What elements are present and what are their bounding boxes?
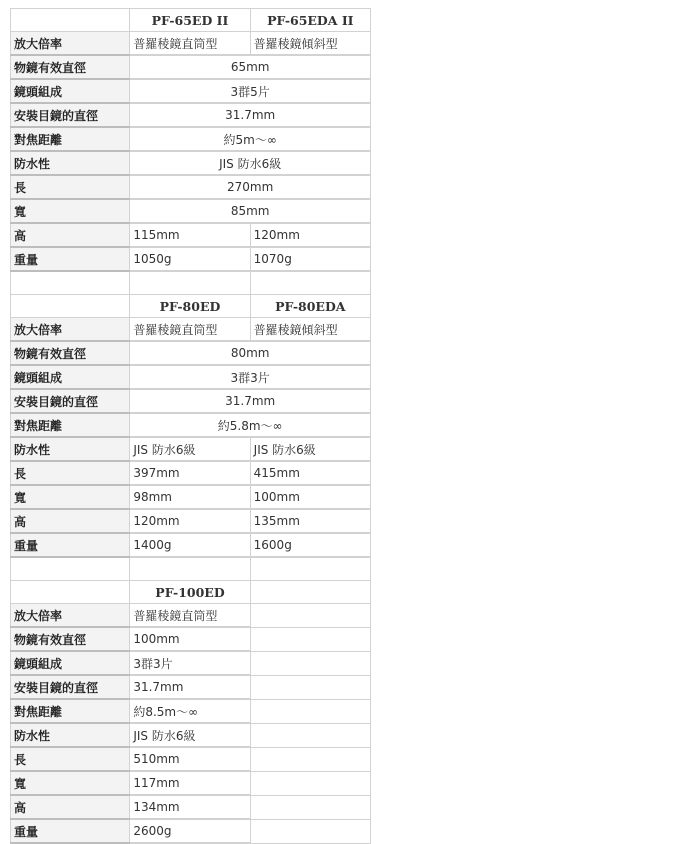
header-blank-cell: [11, 581, 130, 604]
spec-value: 100mm: [130, 627, 250, 651]
spec-label: 防水性: [11, 723, 130, 747]
model-name-header: PF-65EDA II: [250, 9, 370, 32]
spec-label: 安裝目鏡的直徑: [11, 103, 130, 127]
spec-row: [11, 389, 371, 413]
empty-cell: [130, 557, 250, 581]
spec-row: [11, 509, 371, 533]
spec-value-shared: 3群3片: [130, 365, 371, 389]
empty-cell: [250, 723, 370, 747]
spec-label: 高: [11, 223, 130, 247]
spec-label: 對焦距離: [11, 413, 130, 437]
spec-value: 31.7mm: [130, 675, 250, 699]
spec-value-shared: 31.7mm: [130, 389, 371, 413]
spec-row: [11, 151, 371, 175]
spec-value-shared: 65mm: [130, 55, 371, 79]
spec-value: JIS 防水6級: [250, 437, 370, 461]
spec-label: 放大倍率: [11, 32, 130, 56]
spec-row: [11, 55, 371, 79]
spec-row: [11, 675, 371, 699]
spec-value-shared: 3群5片: [130, 79, 371, 103]
spec-label: 長: [11, 461, 130, 485]
spec-label: 寬: [11, 771, 130, 795]
spec-label: 放大倍率: [11, 318, 130, 342]
spec-value: 100mm: [250, 485, 370, 509]
spec-row: [11, 127, 371, 151]
spec-value-shared: 80mm: [130, 341, 371, 365]
spec-label: 寬: [11, 199, 130, 223]
spec-label: 安裝目鏡的直徑: [11, 675, 130, 699]
empty-cell: [250, 699, 370, 723]
spec-value: 普羅稜鏡傾斜型: [250, 318, 370, 342]
spec-label: 長: [11, 175, 130, 199]
spec-row: [11, 485, 371, 509]
spec-value: 120mm: [130, 509, 250, 533]
spec-value: 135mm: [250, 509, 370, 533]
model-header-row: [11, 9, 371, 32]
spec-label: 鏡頭組成: [11, 365, 130, 389]
spec-value: 普羅稜鏡傾斜型: [250, 32, 370, 56]
spec-label: 重量: [11, 533, 130, 557]
spec-row: [11, 341, 371, 365]
spec-row: [11, 461, 371, 485]
spec-value: 115mm: [130, 223, 250, 247]
empty-cell: [250, 651, 370, 675]
spec-label: 放大倍率: [11, 604, 130, 628]
spec-label: 高: [11, 509, 130, 533]
spec-label: 高: [11, 795, 130, 819]
empty-cell: [250, 271, 370, 295]
spec-row: [11, 103, 371, 127]
spec-value: 1400g: [130, 533, 250, 557]
spec-value: 普羅稜鏡直筒型: [130, 32, 250, 56]
spec-row: [11, 437, 371, 461]
spec-row: [11, 604, 371, 628]
spec-value-shared: 約5.8m～∞: [130, 413, 371, 437]
spec-row: [11, 79, 371, 103]
spec-row: [11, 413, 371, 437]
spec-value: 約8.5m～∞: [130, 699, 250, 723]
spec-row: [11, 247, 371, 271]
spec-label: 對焦距離: [11, 699, 130, 723]
spec-label: 物鏡有效直徑: [11, 627, 130, 651]
empty-cell: [250, 795, 370, 819]
spec-value: 1600g: [250, 533, 370, 557]
model-name-header: PF-80ED: [130, 295, 250, 318]
header-blank-cell: [11, 9, 130, 32]
spec-value: JIS 防水6級: [130, 437, 250, 461]
spec-value-shared: 85mm: [130, 199, 371, 223]
model-name-header: PF-100ED: [130, 581, 250, 604]
spec-value-shared: 270mm: [130, 175, 371, 199]
spec-value: 1070g: [250, 247, 370, 271]
spec-label: 安裝目鏡的直徑: [11, 389, 130, 413]
spec-value: 普羅稜鏡直筒型: [130, 318, 250, 342]
spec-value: 117mm: [130, 771, 250, 795]
spec-row: [11, 627, 371, 651]
spec-row: [11, 819, 371, 843]
spec-value: 120mm: [250, 223, 370, 247]
spec-row: [11, 747, 371, 771]
spec-label: 鏡頭組成: [11, 79, 130, 103]
spec-label: 物鏡有效直徑: [11, 341, 130, 365]
spec-row: [11, 32, 371, 56]
spec-label: 長: [11, 747, 130, 771]
spec-row: [11, 699, 371, 723]
spec-label: 重量: [11, 819, 130, 843]
empty-cell: [250, 627, 370, 651]
spec-row: [11, 175, 371, 199]
spec-label: 鏡頭組成: [11, 651, 130, 675]
spec-label: 防水性: [11, 151, 130, 175]
spec-value: 1050g: [130, 247, 250, 271]
spec-value-shared: 約5m～∞: [130, 127, 371, 151]
header-blank-cell: [11, 295, 130, 318]
spec-row: [11, 318, 371, 342]
spec-row: [11, 223, 371, 247]
spec-label: 防水性: [11, 437, 130, 461]
spec-table-body: [11, 9, 371, 844]
group-spacer-row: [11, 557, 371, 581]
empty-cell: [250, 675, 370, 699]
model-header-row: [11, 295, 371, 318]
spec-label: 寬: [11, 485, 130, 509]
empty-cell: [11, 557, 130, 581]
spec-label: 對焦距離: [11, 127, 130, 151]
empty-cell: [130, 271, 250, 295]
spec-value: 415mm: [250, 461, 370, 485]
spec-row: [11, 723, 371, 747]
model-name-header: PF-80EDA: [250, 295, 370, 318]
model-header-row: [11, 581, 371, 604]
spec-row: [11, 533, 371, 557]
empty-cell: [250, 604, 370, 628]
spec-label: 物鏡有效直徑: [11, 55, 130, 79]
empty-cell: [250, 771, 370, 795]
empty-cell: [250, 747, 370, 771]
spec-value: 3群3片: [130, 651, 250, 675]
spec-value: JIS 防水6級: [130, 723, 250, 747]
empty-cell: [250, 819, 370, 843]
spec-value-shared: 31.7mm: [130, 103, 371, 127]
spec-row: [11, 795, 371, 819]
spec-label: 重量: [11, 247, 130, 271]
spec-value: 134mm: [130, 795, 250, 819]
spec-value: 510mm: [130, 747, 250, 771]
empty-cell: [11, 271, 130, 295]
spec-row: [11, 651, 371, 675]
spec-value-shared: JIS 防水6級: [130, 151, 371, 175]
group-spacer-row: [11, 271, 371, 295]
spec-row: [11, 771, 371, 795]
model-name-header: PF-65ED II: [130, 9, 250, 32]
spec-value: 2600g: [130, 819, 250, 843]
spec-row: [11, 365, 371, 389]
spec-value: 397mm: [130, 461, 250, 485]
empty-cell: [250, 557, 370, 581]
spec-value: 普羅稜鏡直筒型: [130, 604, 250, 628]
empty-cell: [250, 581, 370, 604]
spec-table: [10, 8, 371, 844]
spec-row: [11, 199, 371, 223]
spec-value: 98mm: [130, 485, 250, 509]
